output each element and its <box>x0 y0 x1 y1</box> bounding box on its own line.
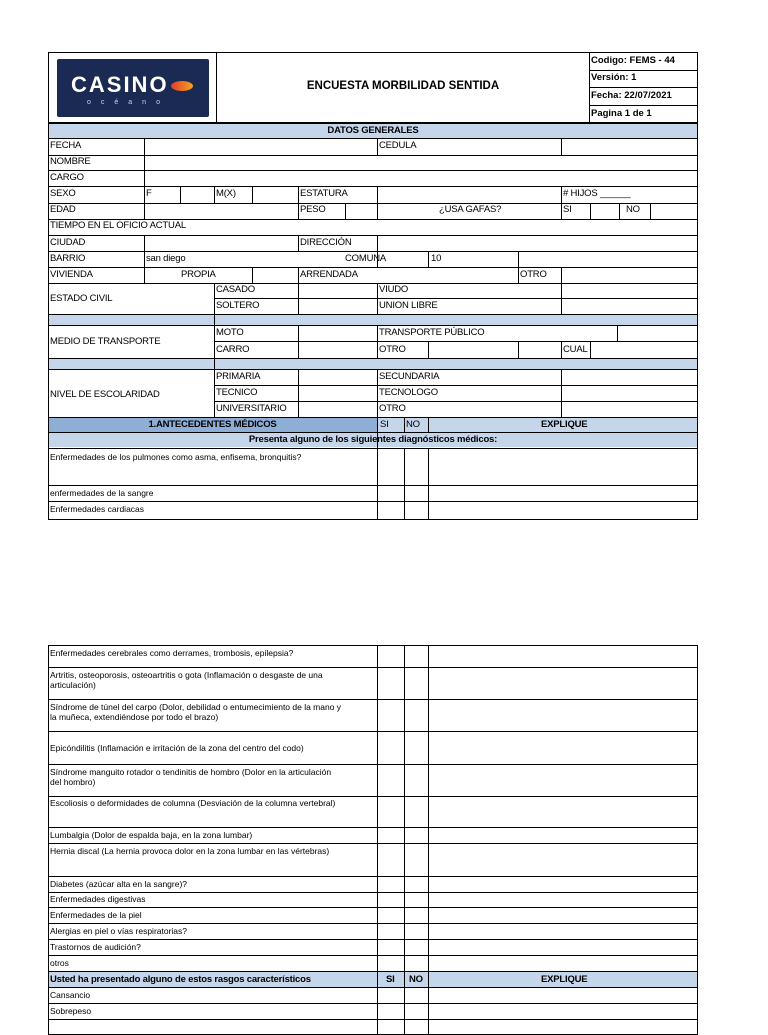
label-estado-civil: ESTADO CIVIL <box>50 293 113 304</box>
label-gafas-si: SI <box>563 204 572 215</box>
label-tiempo-oficio: TIEMPO EN EL OFICIO ACTUAL <box>50 220 186 231</box>
label-barrio: BARRIO <box>50 253 86 264</box>
antecedente-item: otros <box>50 958 69 968</box>
label-nivel-escolaridad: NIVEL DE ESCOLARIDAD <box>50 389 160 400</box>
antecedente-item: enfermedades de la sangre <box>50 488 154 498</box>
label-tecnologo: TECNOLOGO <box>379 387 438 398</box>
label-sexo-f: F <box>146 188 152 199</box>
antecedente-item: Epicóndilitis (Inflamación e irritación de la zona del centro del codo) <box>50 743 304 753</box>
label-escolaridad-otro: OTRO <box>379 403 406 414</box>
meta-codigo: Codigo: FEMS - 44 <box>591 55 675 66</box>
label-secundaria: SECUNDARIA <box>379 371 440 382</box>
label-cedula: CEDULA <box>379 140 417 151</box>
antecedentes-si: SI <box>380 419 389 430</box>
label-propia: PROPIA <box>181 269 216 280</box>
label-edad: EDAD <box>50 204 76 215</box>
antecedente-item: Escoliosis o deformidades de columna (Desviación de la columna vertebral) <box>50 798 336 808</box>
label-cual: CUAL <box>563 344 588 355</box>
form-title: ENCUESTA MORBILIDAD SENTIDA <box>306 80 500 92</box>
antecedente-item: Síndrome de túnel del carpo (Dolor, debilidad o entumecimiento de la mano y la muñeca, extendiéndose por todo el brazo) <box>50 702 342 722</box>
input-cargo[interactable] <box>145 171 697 185</box>
rasgos-si: SI <box>386 974 395 985</box>
label-viudo: VIUDO <box>379 284 409 295</box>
label-carro: CARRO <box>216 344 250 355</box>
spacer-row-2 <box>49 359 697 369</box>
input-nombre[interactable] <box>145 156 697 169</box>
input-cedula[interactable] <box>562 139 697 154</box>
meta-pagina: Pagina 1 de 1 <box>591 108 652 119</box>
barrio-value[interactable]: san diego <box>146 253 186 264</box>
label-sexo-m: M(X) <box>216 188 236 199</box>
label-soltero: SOLTERO <box>216 300 260 311</box>
spacer-row-1 <box>49 315 697 325</box>
label-peso: PESO <box>300 204 326 215</box>
label-ciudad: CIUDAD <box>50 237 86 248</box>
label-primaria: PRIMARIA <box>216 371 261 382</box>
label-comuna: COMUNA <box>345 253 387 264</box>
meta-fecha: Fecha: 22/07/2021 <box>591 90 672 101</box>
label-vivienda: VIVIENDA <box>50 269 93 280</box>
antecedente-item: Alergias en piel o vías respiratorias? <box>50 926 188 936</box>
antecedente-item: Enfermedades digestivas <box>50 894 146 904</box>
label-casado: CASADO <box>216 284 255 295</box>
comuna-value[interactable]: 10 <box>431 253 442 264</box>
antecedente-item: Diabetes (azúcar alta en la sangre)? <box>50 879 188 889</box>
rasgo-item: Sobrepeso <box>50 1006 92 1016</box>
antecedente-item: Lumbalgia (Dolor de espalda baja, en la zona lumbar) <box>50 830 253 840</box>
company-logo <box>57 59 209 117</box>
label-sexo: SEXO <box>50 188 76 199</box>
label-universitario: UNIVERSITARIO <box>216 403 287 414</box>
antecedente-item: Trastornos de audición? <box>50 942 141 952</box>
input-fecha[interactable] <box>145 139 376 154</box>
antecedente-item: Síndrome manguito rotador o tendinitis de hombro (Dolor en la articulación del hombro) <box>50 767 332 787</box>
logo-text: CASINO <box>71 72 169 97</box>
antecedente-item: Enfermedades cerebrales como derrames, trombosis, epilepsia? <box>50 648 294 658</box>
label-vivienda-otro: OTRO <box>520 269 547 280</box>
label-hijos: # HIJOS ______ <box>563 188 631 199</box>
label-transporte-otro: OTRO <box>379 344 406 355</box>
label-estatura: ESTATURA <box>300 188 348 199</box>
label-gafas-no: NO <box>626 204 640 215</box>
label-moto: MOTO <box>216 327 244 338</box>
antecedente-item: Enfermedades de los pulmones como asma, enfisema, bronquitis? <box>50 452 302 462</box>
label-union-libre: UNION LIBRE <box>379 300 438 311</box>
label-cargo: CARGO <box>50 172 84 183</box>
label-nombre: NOMBRE <box>50 156 91 167</box>
rasgos-explique: EXPLIQUE <box>541 974 588 985</box>
rasgos-title: Usted ha presentado alguno de estos rasgos característicos <box>50 974 311 985</box>
label-fecha: FECHA <box>50 140 82 151</box>
label-tecnico: TECNICO <box>216 387 258 398</box>
antecedente-item: Hernia discal (La hernia provoca dolor en la zona lumbar en las vértebras) <box>50 846 330 856</box>
antecedentes-title: 1.ANTECEDENTES MÉDICOS <box>148 419 277 430</box>
antecedentes-subtitle: Presenta alguno de los siguientes diagnósticos médicos: <box>248 434 498 445</box>
rasgo-item: Cansancio <box>50 990 91 1000</box>
datos-generales-title: DATOS GENERALES <box>327 125 419 136</box>
antecedente-item: Enfermedades de la piel <box>50 910 142 920</box>
antecedentes-no: NO <box>406 419 420 430</box>
logo-swoosh <box>171 81 193 91</box>
logo-subtext: océano <box>87 99 170 106</box>
label-usa-gafas: ¿USA GAFAS? <box>439 204 502 215</box>
label-medio-transporte: MEDIO DE TRANSPORTE <box>50 336 161 347</box>
meta-version: Versión: 1 <box>591 72 637 83</box>
antecedentes-explique: EXPLIQUE <box>541 419 588 430</box>
rasgos-no: NO <box>409 974 423 985</box>
label-direccion: DIRECCIÓN <box>300 237 352 248</box>
antecedente-item: Enfermedades cardiacas <box>50 504 145 514</box>
label-arrendada: ARRENDADA <box>300 269 358 280</box>
antecedente-item: Artritis, osteoporosis, osteoartritis o gota (Inflamación o desgaste de una articulación) <box>50 670 323 690</box>
label-transporte-publico: TRANSPORTE PÚBLICO <box>379 327 485 338</box>
